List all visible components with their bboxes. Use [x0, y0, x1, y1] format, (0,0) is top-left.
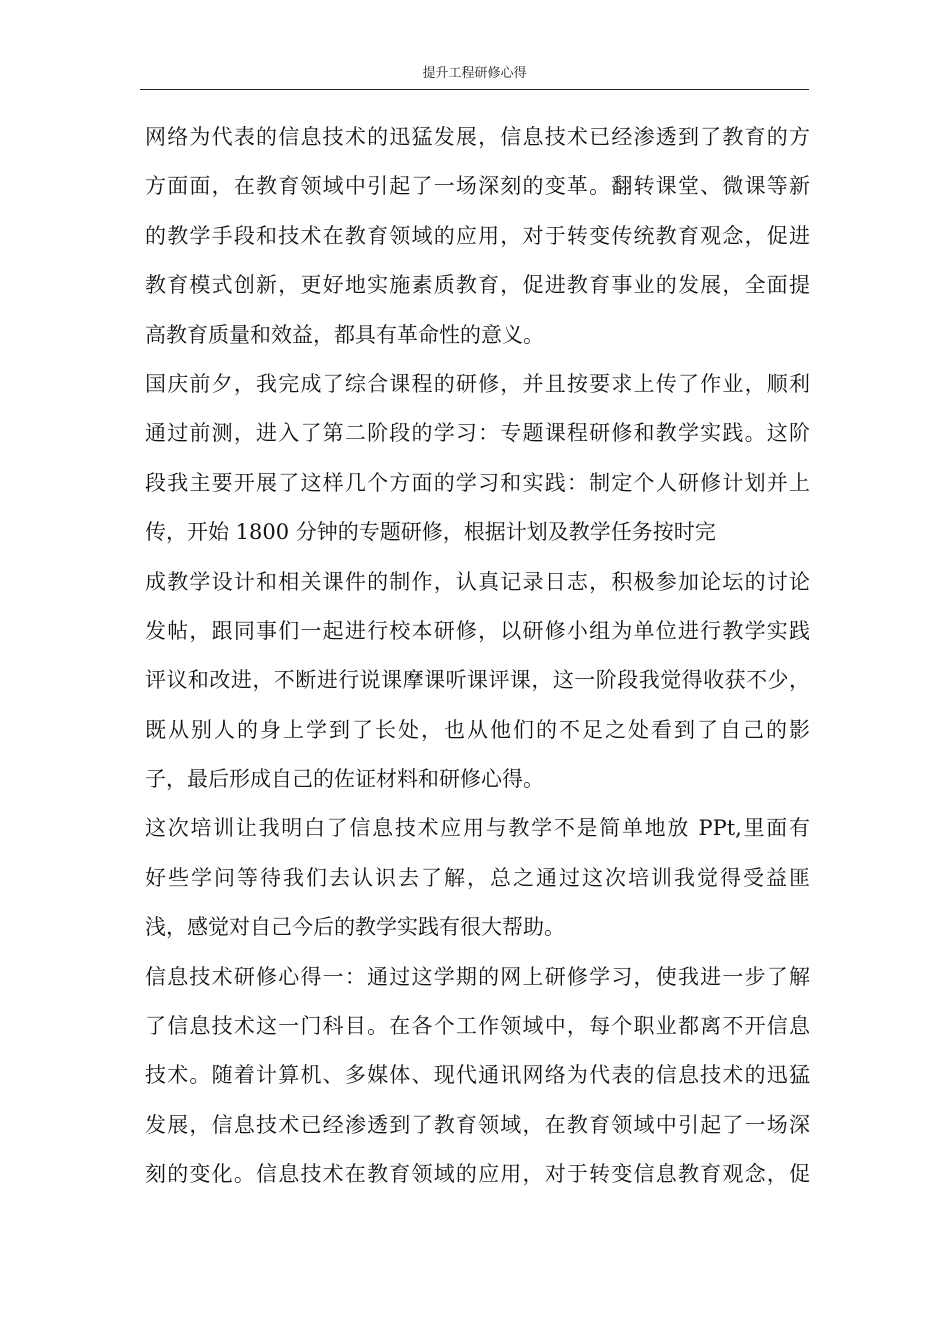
- text-line: 技术。随着计算机、多媒体、现代通讯网络为代表的信息技术的迅猛: [145, 1063, 810, 1088]
- text-line: 传，开始 1800 分钟的专题研修，根据计划及教学任务按时完: [145, 520, 716, 545]
- text-line: 段我主要开展了这样几个方面的学习和实践：制定个人研修计划并上: [145, 470, 810, 495]
- document-body: [145, 117, 810, 1204]
- page-header: [140, 62, 809, 90]
- text-line: 成教学设计和相关课件的制作，认真记录日志，积极参加论坛的讨论: [145, 569, 810, 594]
- paragraph-5: [145, 957, 810, 1204]
- text-line: 教育模式创新，更好地实施素质教育，促进教育事业的发展，全面提: [145, 273, 810, 298]
- text-line: 既从别人的身上学到了长处，也从他们的不足之处看到了自己的影: [145, 717, 810, 742]
- text-line: 网络为代表的信息技术的迅猛发展，信息技术已经渗透到了教育的方: [145, 125, 810, 149]
- text-line: 这次培训让我明白了信息技术应用与教学不是简单地放 PPt,里面有: [145, 816, 810, 841]
- paragraph-3: [145, 562, 810, 809]
- text-line: 国庆前夕，我完成了综合课程的研修，并且按要求上传了作业，顺利: [145, 371, 810, 396]
- paragraph-4: [145, 808, 810, 956]
- text-line: 通过前测，进入了第二阶段的学习：专题课程研修和教学实践。这阶: [145, 421, 810, 446]
- text-line: 评议和改进，不断进行说课摩课听课评课，这一阶段我觉得收获不少，: [145, 668, 810, 693]
- text-line: 子，最后形成自己的佐证材料和研修心得。: [145, 767, 544, 792]
- text-line: 浅，感觉对自己今后的教学实践有很大帮助。: [145, 915, 565, 940]
- paragraph-1: [145, 117, 810, 364]
- text-line: 信息技术研修心得一：通过这学期的网上研修学习，使我进一步了解: [145, 964, 810, 989]
- text-line: 好些学问等待我们去认识去了解，总之通过这次培训我觉得受益匪: [145, 865, 810, 890]
- text-line: 了信息技术这一门科目。在各个工作领域中，每个职业都离不开信息: [145, 1014, 810, 1039]
- text-line: 的教学手段和技术在教育领域的应用，对于转变传统教育观念，促进: [145, 223, 810, 248]
- text-line: 刻的变化。信息技术在教育领域的应用，对于转变信息教育观念，促: [145, 1162, 810, 1187]
- text-line: 发帖，跟同事们一起进行校本研修，以研修小组为单位进行教学实践: [145, 618, 810, 643]
- text-line: 方面面，在教育领域中引起了一场深刻的变革。翻转课堂、微课等新: [145, 174, 810, 199]
- header-title: 提升工程研修心得: [422, 66, 527, 81]
- paragraph-2: [145, 364, 810, 562]
- text-line: 高教育质量和效益，都具有革命性的意义。: [145, 322, 544, 347]
- text-line: 发展，信息技术已经渗透到了教育领域，在教育领域中引起了一场深: [145, 1112, 810, 1137]
